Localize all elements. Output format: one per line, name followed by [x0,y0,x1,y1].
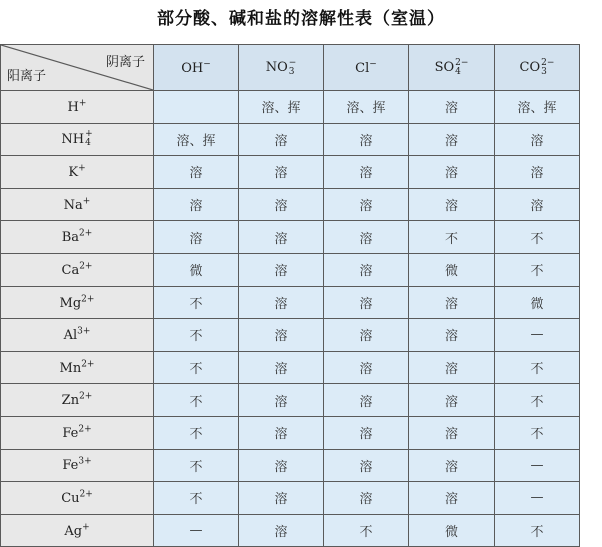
solubility-cell: 溶 [409,188,495,221]
solubility-cell: 不 [154,482,239,515]
solubility-cell: 溶 [409,156,495,189]
solubility-cell: 溶 [324,482,409,515]
solubility-cell: 溶 [239,384,324,417]
solubility-cell: 不 [495,514,580,547]
solubility-cell: 不 [154,351,239,384]
solubility-cell: 溶 [239,514,324,547]
solubility-cell: 溶 [409,449,495,482]
solubility-cell: 不 [495,384,580,417]
header-row [1,45,580,91]
cation-header: Na+ [1,188,154,221]
solubility-cell: 溶 [239,123,324,156]
solubility-cell: 溶 [324,319,409,352]
solubility-cell: 溶、挥 [239,91,324,124]
solubility-cell: 溶 [324,123,409,156]
table-row [1,123,580,156]
anion-header: SO 2− 4 [409,45,495,91]
anion-header: NO − 3 [239,45,324,91]
page-title: 部分酸、碱和盐的溶解性表（室温） [157,9,445,29]
cation-header: $Mg^{2+}$ [1,286,154,319]
solubility-cell: — [495,319,580,352]
solubility-cell: 溶 [324,416,409,449]
solubility-cell: 溶 [409,384,495,417]
solubility-cell: 不 [324,514,409,547]
solubility-cell: 溶、挥 [495,91,580,124]
solubility-cell: 溶 [154,156,239,189]
solubility-cell: 溶 [409,91,495,124]
cation-header: $Fe^{2+}$ [1,416,154,449]
solubility-cell: 溶 [324,221,409,254]
solubility-cell: 溶 [239,449,324,482]
solubility-cell: 溶 [409,319,495,352]
table-row [1,188,580,221]
table-row [1,482,580,515]
corner-cell [1,45,154,91]
solubility-cell: — [154,514,239,547]
anion-axis-label: 阴离子 [105,55,145,70]
solubility-cell: 溶 [239,221,324,254]
solubility-cell: 不 [154,286,239,319]
solubility-cell: 微 [409,253,495,286]
solubility-cell: 溶 [495,123,580,156]
solubility-cell: 溶 [239,351,324,384]
cation-header: NH + 4 [1,123,154,156]
solubility-cell: 不 [154,384,239,417]
solubility-cell: 溶 [154,188,239,221]
table-row [1,514,580,547]
table-row [1,416,580,449]
solubility-cell: 溶 [239,482,324,515]
cation-header: Ag+ [1,514,154,547]
solubility-cell: 溶 [409,351,495,384]
cation-header: $Al^{3+}$ [1,319,154,352]
solubility-cell: 溶、挥 [154,123,239,156]
solubility-cell: 溶 [324,253,409,286]
cation-header: $Mn^{2+}$ [1,351,154,384]
solubility-cell: 溶 [239,286,324,319]
solubility-cell: 不 [495,416,580,449]
solubility-cell: — [495,449,580,482]
solubility-cell: 微 [154,253,239,286]
solubility-cell: 溶 [239,319,324,352]
table-row [1,221,580,254]
cation-header: $Zn^{2+}$ [1,384,154,417]
anion-header: OH− [154,45,239,91]
solubility-cell: 溶 [324,351,409,384]
table-row [1,286,580,319]
solubility-cell: 溶 [239,416,324,449]
cation-header: K+ [1,156,154,189]
solubility-cell: — [495,482,580,515]
solubility-cell: 不 [154,449,239,482]
table-row [1,319,580,352]
solubility-cell: 不 [495,221,580,254]
solubility-cell: 溶 [409,482,495,515]
solubility-cell: 不 [495,253,580,286]
solubility-cell: 不 [154,416,239,449]
solubility-cell: 溶 [239,156,324,189]
solubility-cell: 溶 [324,188,409,221]
solubility-cell: 溶 [324,156,409,189]
table-row [1,384,580,417]
solubility-cell: 溶、挥 [324,91,409,124]
table-row [1,351,580,384]
solubility-cell: 不 [495,351,580,384]
solubility-cell: 微 [409,514,495,547]
solubility-cell: 溶 [324,384,409,417]
cation-header: H+ [1,91,154,124]
cation-header: $Ba^{2+}$ [1,221,154,254]
anion-header: Cl− [324,45,409,91]
cation-axis-label: 阳离子 [7,69,47,84]
solubility-cell: 溶 [409,123,495,156]
solubility-cell: 溶 [239,253,324,286]
solubility-cell: 微 [495,286,580,319]
solubility-cell: 溶 [409,286,495,319]
cation-header: $Fe^{3+}$ [1,449,154,482]
cation-header: $Cu^{2+}$ [1,482,154,515]
table-row [1,156,580,189]
solubility-cell: 溶 [495,188,580,221]
table-row [1,91,580,124]
anion-header: CO 2− 3 [495,45,580,91]
solubility-cell: 溶 [154,221,239,254]
cation-header: $Ca^{2+}$ [1,253,154,286]
solubility-cell: 溶 [324,286,409,319]
solubility-cell: 不 [409,221,495,254]
solubility-cell: 溶 [324,449,409,482]
solubility-cell: 溶 [495,156,580,189]
solubility-cell: 溶 [239,188,324,221]
table-row [1,449,580,482]
solubility-cell: 溶 [409,416,495,449]
solubility-cell: 不 [154,319,239,352]
solubility-cell [154,91,239,124]
solubility-table [0,44,580,547]
table-row [1,253,580,286]
